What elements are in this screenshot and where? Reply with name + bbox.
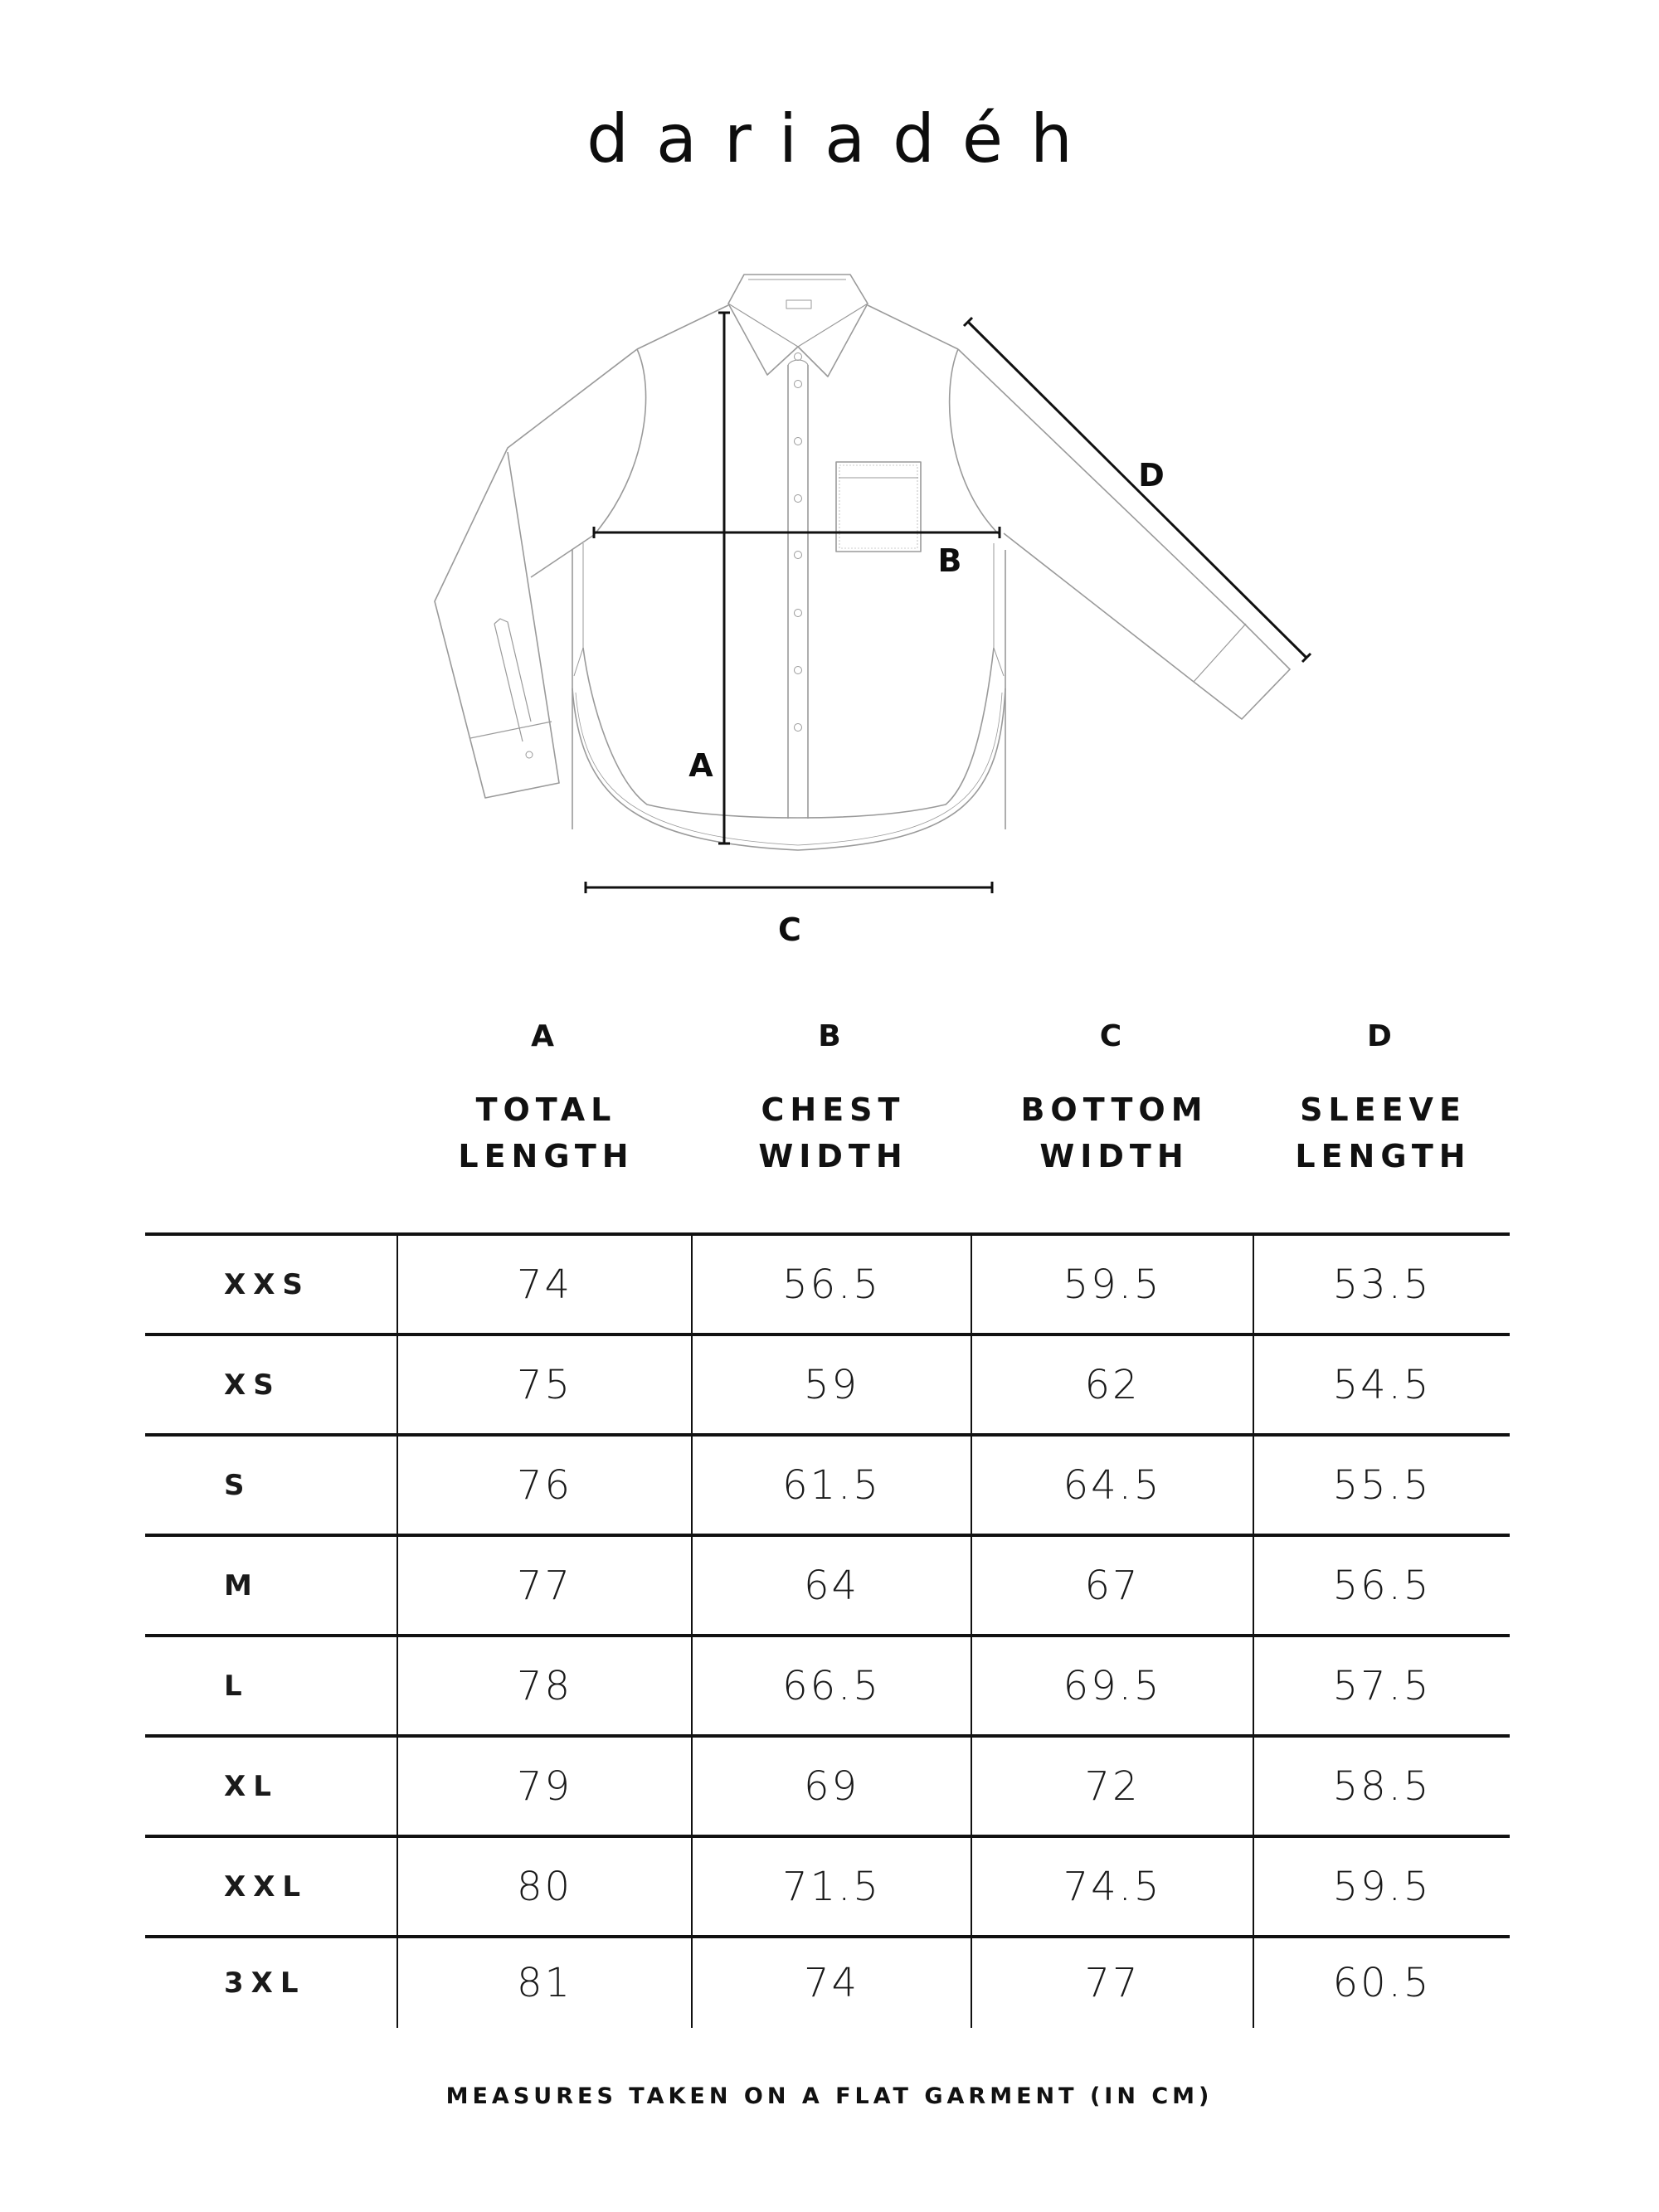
column-name [419,1087,668,1179]
measure-line-a [718,313,730,843]
table-row [145,1634,1510,1734]
column-name-line2: LENGTH [1295,1138,1472,1174]
chest-width-value: 71.5 [691,1838,971,1935]
bottom-width-value: 74.5 [971,1838,1253,1935]
label-d: D [1138,457,1165,493]
bottom-width-value: 72 [971,1738,1253,1835]
table-row [145,1333,1510,1433]
sleeve-length-value: 54.5 [1253,1336,1510,1433]
table-row [145,1935,1510,2028]
size-label: XXS [224,1267,310,1301]
measurement-note: MEASURES TAKEN ON A FLAT GARMENT (IN CM) [445,2083,1214,2109]
size-label: XXL [224,1869,309,1903]
bottom-width-value: 67 [971,1537,1253,1634]
measure-line-b [594,527,1000,538]
column-header-a [419,1020,668,1179]
brand-logo: dariadéh [586,100,1100,177]
column-name-line2: WIDTH [1039,1138,1190,1174]
total-length-value: 78 [397,1637,691,1734]
column-letter: D [1367,1019,1394,1053]
chest-width-value: 64 [691,1537,971,1634]
column-name [1256,1087,1505,1179]
column-header-d [1256,1020,1505,1179]
placket [788,365,808,819]
label-b: B [937,542,962,579]
bottom-width-value: 64.5 [971,1437,1253,1534]
total-length-value: 75 [397,1336,691,1433]
column-name-line2: LENGTH [458,1138,635,1174]
right-sleeve [958,349,1290,719]
size-chart-table [145,1232,1510,2028]
column-name-line1: BOTTOM [1020,1091,1209,1128]
measure-line-d [964,318,1311,662]
shirt-outline [435,275,1290,850]
label-a: A [688,747,713,784]
bottom-width-value: 69.5 [971,1637,1253,1734]
table-row [145,1534,1510,1634]
sleeve-length-value: 53.5 [1253,1236,1510,1333]
sleeve-length-value: 55.5 [1253,1437,1510,1534]
collar-label [786,300,811,309]
total-length-value: 79 [397,1738,691,1835]
size-label: M [224,1568,260,1602]
column-name [987,1087,1236,1179]
column-name-line1: CHEST [761,1091,906,1128]
total-length-value: 74 [397,1236,691,1333]
total-length-value: 76 [397,1437,691,1534]
sleeve-length-value: 57.5 [1253,1637,1510,1734]
size-label: XL [224,1769,279,1803]
size-label: 3XL [224,1966,306,2000]
column-letter: C [1099,1019,1124,1053]
table-row [145,1232,1510,1333]
bottom-width-value: 59.5 [971,1236,1253,1333]
sleeve-length-value: 58.5 [1253,1738,1510,1835]
size-label: L [224,1669,250,1703]
table-row [145,1433,1510,1534]
total-length-value: 80 [397,1838,691,1935]
column-letter: B [818,1019,843,1053]
table-row [145,1835,1510,1935]
label-c: C [778,912,801,948]
sleeve-length-value: 56.5 [1253,1537,1510,1634]
cuff-button [526,751,533,758]
front-buttons [795,353,802,732]
table-row [145,1734,1510,1835]
size-label: XS [224,1368,281,1402]
chest-width-value: 69 [691,1738,971,1835]
chest-width-value: 74 [691,1938,971,2028]
sleeve-length-value: 59.5 [1253,1838,1510,1935]
chest-width-value: 56.5 [691,1236,971,1333]
total-length-value: 77 [397,1537,691,1634]
collar [728,275,868,377]
shirt-measurement-diagram [0,0,1659,995]
chest-width-value: 66.5 [691,1637,971,1734]
chest-width-value: 59 [691,1336,971,1433]
column-name-line1: SLEEVE [1300,1091,1467,1128]
chest-width-value: 61.5 [691,1437,971,1534]
bottom-width-value: 77 [971,1938,1253,2028]
column-letter: A [531,1019,556,1053]
size-label: S [224,1468,252,1502]
column-header-b [706,1020,955,1179]
column-name-line2: WIDTH [758,1138,908,1174]
back-hem [572,688,1005,850]
column-name-line1: TOTAL [475,1091,617,1128]
measure-line-c [586,882,992,893]
column-header-c [987,1020,1236,1179]
chest-pocket [836,462,921,552]
measurement-lines [586,313,1311,893]
column-name [706,1087,955,1179]
sleeve-length-value: 60.5 [1253,1938,1510,2028]
total-length-value: 81 [397,1938,691,2028]
bottom-width-value: 62 [971,1336,1253,1433]
